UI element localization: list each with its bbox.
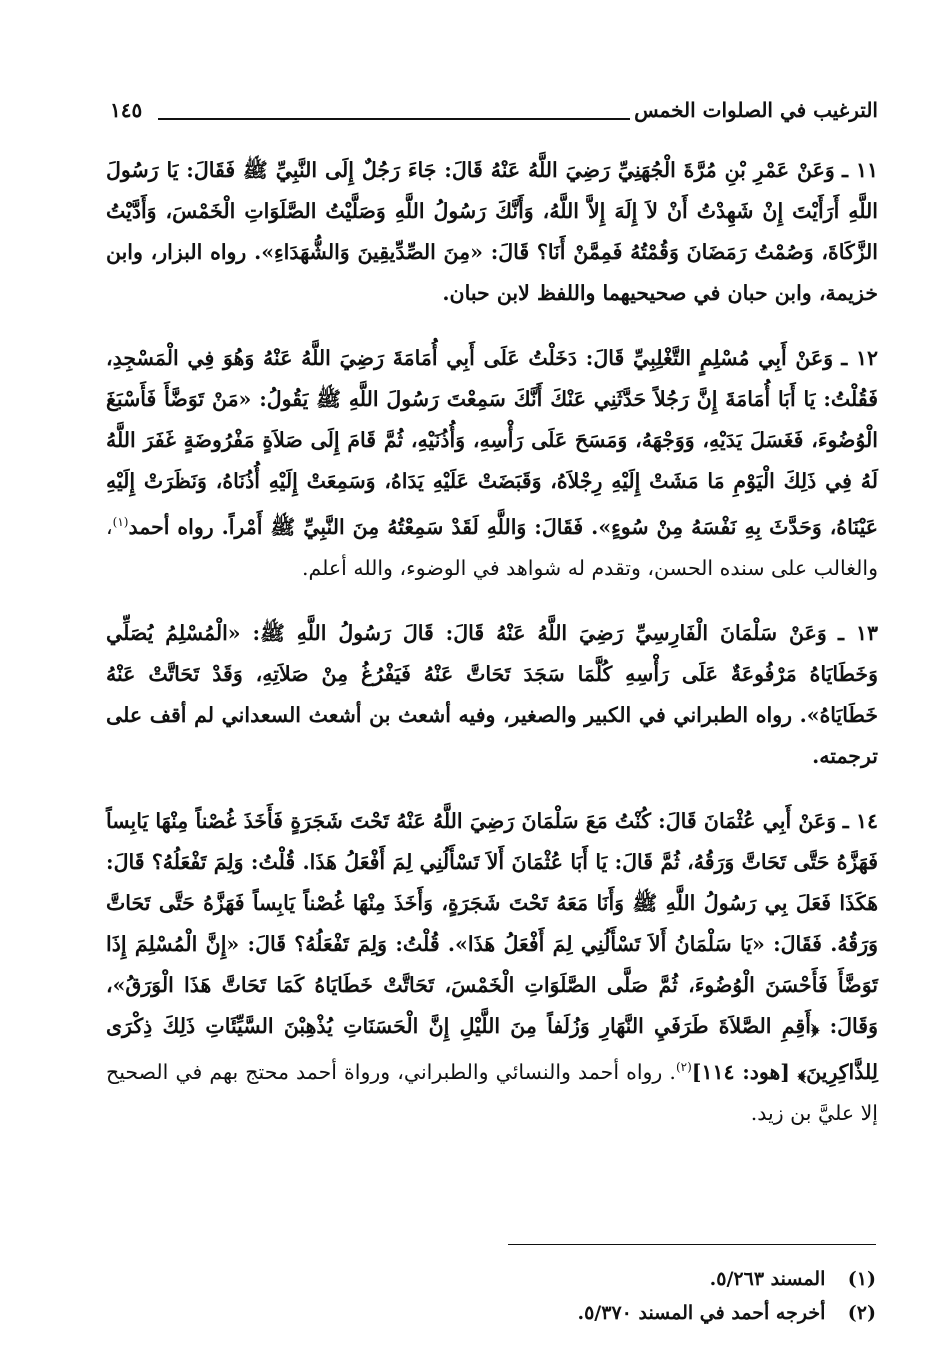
entry-number: ١٤ ـ xyxy=(842,808,878,833)
hadith-entry-11 xyxy=(106,150,878,314)
footnote-rule xyxy=(508,1244,876,1245)
hadith-entry-13 xyxy=(106,613,878,777)
footnote-mark: (١) xyxy=(847,1268,876,1290)
entry-text: وَعَنْ أَبِي مُسْلِمٍ التَّغْلِبِيِّ قَالَ: دَخَلْتُ عَلَى أَبِي أُمَامَةَ رَضِيَ اللَّهُ عَنْهُ وَهُوَ فِي الْمَسْجِدِ، فَقُلْتُ: يَا أَبَا أُمَامَةَ إِنَّ رَجُلاً حَدَّثَنِي عَنْكَ أَنَّكَ سَمِعْتَ رَسُولَ اللَّهِ ﷺ يَقُولُ: «مَنْ تَوَضَّأَ فَأَسْبَغَ الْوُضُوءَ، فَغَسَلَ يَدَيْهِ، وَوَجْهَهُ، وَمَسَحَ عَلَى رَأْسِهِ، وَأُذُنَيْهِ، ثُمَّ قَامَ إِلَى صَلاَةٍ مَفْرُوضَةٍ غَفَرَ اللَّهُ لَهُ فِي ذَلِكَ الْيَوْمِ مَا مَشَتْ إِلَيْهِ رِجْلاَهُ، وَقَبَضَتْ عَلَيْهِ يَدَاهُ، وَسَمِعَتْ إِلَيْهِ أُذُنَاهُ، وَنَظَرَتْ إِلَيْهِ عَيْنَاهُ، وَحَدَّثَ بِهِ نَفْسَهُ مِنْ سُوءٍ». فَقَالَ: وَاللَّهِ لَقَدْ سَمِعْتُهُ مِنَ النَّبِيِّ ﷺ أَمْراً. رواه أحمد xyxy=(106,346,878,539)
footnote-2 xyxy=(176,1296,876,1330)
hadith-entry-14 xyxy=(106,801,878,1134)
running-title: الترغيب في الصلوات الخمس xyxy=(634,98,878,122)
page-number: ١٤٥ xyxy=(110,98,143,122)
footnotes xyxy=(176,1262,876,1330)
entry-text-after: ، والغالب على سنده الحسن، وتقدم له شواهد في الوضوء، والله أعلم. xyxy=(106,514,878,580)
footnote-ref[interactable]: (٢) xyxy=(675,1059,692,1074)
entry-number: ١١ ـ xyxy=(842,158,878,182)
footnote-1 xyxy=(176,1262,876,1296)
entry-text: وَعَنْ أَبِي عُثْمَانَ قَالَ: كُنْتُ مَعَ سَلْمَانَ رَضِيَ اللَّهُ عَنْهُ تَحْتَ شَجَرَةٍ فَأَخَذَ غُصْناً مِنْهَا يَابِساً فَهَزَّهُ حَتَّى تَحَاتَّ وَرَقُهُ، ثُمَّ قَالَ: يَا أَبَا عُثْمَانَ أَلاَ تَسْأَلُنِي لِمَ أَفْعَلُ هَذَا. قُلْتُ: وَلِمَ تَفْعَلُهُ؟ قَالَ: هَكَذَا فَعَلَ بِي رَسُولُ اللَّهِ ﷺ وَأَنَا مَعَهُ تَحْتَ شَجَرَةٍ، وَأَخَذَ مِنْهَا غُصْناً يَابِساً فَهَزَّهُ حَتَّى تَحَاتَّ وَرَقُهُ. فَقَالَ: «يَا سَلْمَانُ أَلاَ تَسْأَلُنِي لِمَ أَفْعَلُ هَذَا». قُلْتُ: وَلِمَ تَفْعَلُهُ؟ قَالَ: «إِنَّ الْمُسْلِمَ إِذَا تَوَضَّأَ فَأَحْسَنَ الْوُضُوءَ، ثُمَّ صَلَّى الصَّلَوَاتِ الْخَمْسَ، تَحَاتَّتْ خَطَايَاهُ كَمَا تَحَاتَّ هَذَا الْوَرَقُ»، وَقَالَ: ﴿أَقِمِ الصَّلاَةَ طَرَفَيِ النَّهَارِ وَزُلَفاً مِنَ اللَّيْلِ إِنَّ الْحَسَنَاتِ يُذْهِبْنَ السَّيِّئَاتِ ذَلِكَ ذِكْرَى لِلذَّاكِرِينَ﴾ [هود: ١١٤] xyxy=(106,808,879,1084)
entry-text: وَعَنْ عَمْرِ بْنِ مُرَّةَ الْجُهَنِيِّ رَضِيَ اللَّهُ عَنْهُ قَالَ: جَاءَ رَجُلٌ إِلَى النَّبِيِّ ﷺ فَقَالَ: يَا رَسُولَ اللَّهِ أَرَأَيْتَ إِنْ شَهِدْتُ أَنْ لاَ إِلَهَ إِلاَّ اللَّهُ، وَأَنَّكَ رَسُولُ اللَّهِ وَصَلَّيْتُ الصَّلَوَاتِ الْخَمْسَ، وَأَدَّيْتُ الزَّكَاةَ، وَصُمْتُ رَمَضَانَ وَقُمْتُهُ فَمِمَّنْ أَنَا؟ قَالَ: «مِنَ الصِّدِّيقِينَ وَالشُّهَدَاءِ». رواه البزار، وابن خزيمة، وابن حبان في صحيحيهما واللفظ لابن حبان. xyxy=(106,158,878,305)
footnote-text: المسند ٥/٢٦٣. xyxy=(709,1268,826,1290)
hadith-entry-12 xyxy=(106,338,878,589)
page-header xyxy=(110,96,878,136)
footnote-mark: (٢) xyxy=(847,1302,876,1324)
header-rule xyxy=(158,118,630,120)
entry-text-after: . رواه أحمد والنسائي والطبراني، ورواة أحمد محتج بهم في الصحيح إلا عليَّ بن زيد. xyxy=(106,1059,878,1125)
entry-number: ١٢ ـ xyxy=(841,346,878,370)
main-text xyxy=(106,150,878,1158)
footnote-text: أخرجه أحمد في المسند ٥/٣٧٠. xyxy=(577,1302,826,1324)
entry-text: وَعَنْ سَلْمَانَ الْفَارِسِيِّ رَضِيَ اللَّهُ عَنْهُ قَالَ: قَالَ رَسُولُ اللَّهِ ﷺ: «الْمُسْلِمُ يُصَلِّي وَخَطَايَاهُ مَرْفُوعَةٌ عَلَى رَأْسِهِ كُلَّمَا سَجَدَ تَحَاتَّ عَنْهُ فَيَفْرُغُ مِنْ صَلاَتِهِ، وَقَدْ تَحَاتَّتْ عَنْهُ خَطَايَاهُ». رواه الطبراني في الكبير والصغير، وفيه أشعث بن أشعث السعداني لم أقف على ترجمته. xyxy=(106,620,878,768)
entry-number: ١٣ ـ xyxy=(838,620,878,645)
footnote-ref[interactable]: (١) xyxy=(112,515,129,529)
